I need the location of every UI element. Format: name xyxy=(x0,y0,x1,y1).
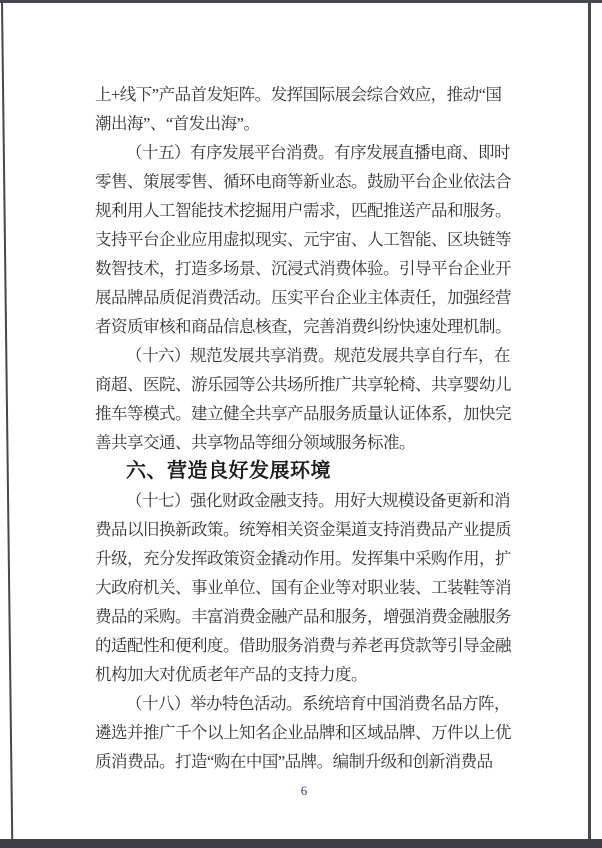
body-line: 大政府机关、事业单位、国有企业等对职业装、工装鞋等消 xyxy=(95,578,511,597)
body-line: 展品牌品质促消费活动。压实平台企业主体责任，加强经营 xyxy=(95,288,511,307)
paragraph-text: 有序发展直播电商、即时 xyxy=(334,143,510,162)
body-line xyxy=(95,138,515,167)
body-line: 上+线下”产品首发矩阵。发挥国际展会综合效应，推动“国 xyxy=(95,85,502,104)
body-line: 零售、策展零售、循环电商等新业态。鼓励平台企业依法合 xyxy=(95,172,511,191)
paragraph-lead: （十七）强化财政金融支持。 xyxy=(126,491,334,510)
paragraph-text: 规范发展共享自行车，在 xyxy=(334,346,510,365)
paragraph-lead: （十五）有序发展平台消费。 xyxy=(126,143,334,162)
body-line xyxy=(95,486,515,515)
body-line: 升级，充分发挥政策资金撬动作用。发挥集中采购作用，扩 xyxy=(95,549,511,568)
body-line: 遴选并推广千个以上知名企业品牌和区域品牌、万件以上优 xyxy=(95,723,511,742)
body-line: 者资质审核和商品信息核查，完善消费纠纷快速处理机制。 xyxy=(95,317,511,336)
paragraph-text: 用好大规模设备更新和消 xyxy=(334,491,510,510)
page-right-edge xyxy=(588,2,591,839)
body-line: 潮出海”、“首发出海”。 xyxy=(95,114,260,133)
body-line: 数智技术，打造多场景、沉浸式消费体验。引导平台企业开 xyxy=(95,259,511,278)
body-line: 质消费品。打造“购在中国”品牌。编制升级和创新消费品 xyxy=(95,752,493,771)
body-line: 费品的采购。丰富消费金融产品和服务，增强消费金融服务 xyxy=(95,607,511,626)
body-line: 支持平台企业应用虚拟现实、元宇宙、人工智能、区块链等 xyxy=(95,230,511,249)
paragraph-lead: （十六）规范发展共享消费。 xyxy=(126,346,334,365)
body-line: 机构加大对优质老年产品的支持力度。 xyxy=(95,665,367,684)
body-line: 商超、医院、游乐园等公共场所推广共享轮椅、共享婴幼儿 xyxy=(95,375,511,394)
body-line: 规利用人工智能技术挖掘用户需求，匹配推送产品和服务。 xyxy=(95,201,511,220)
body-line: 的适配性和便利度。借助服务消费与养老再贷款等引导金融 xyxy=(95,636,511,655)
body-line xyxy=(95,689,515,718)
page-number: 6 xyxy=(300,783,308,798)
body-line xyxy=(95,341,515,370)
document-page xyxy=(3,3,588,839)
body-line: 善共享交通、共享物品等细分领域服务标准。 xyxy=(95,433,415,452)
body-line: 推车等模式。建立健全共享产品服务质量认证体系，加快完 xyxy=(95,404,511,423)
page-top-edge xyxy=(0,0,602,3)
body-line: 费品以旧换新政策。统筹相关资金渠道支持消费品产业提质 xyxy=(95,520,511,539)
page-bottom-edge xyxy=(0,839,602,848)
page-text-block xyxy=(95,80,515,776)
section-heading: 六、营造良好发展环境 xyxy=(126,460,331,482)
paragraph-text: 系统培育中国消费名品方阵， xyxy=(302,694,510,713)
paragraph-lead: （十八）举办特色活动。 xyxy=(126,694,302,713)
